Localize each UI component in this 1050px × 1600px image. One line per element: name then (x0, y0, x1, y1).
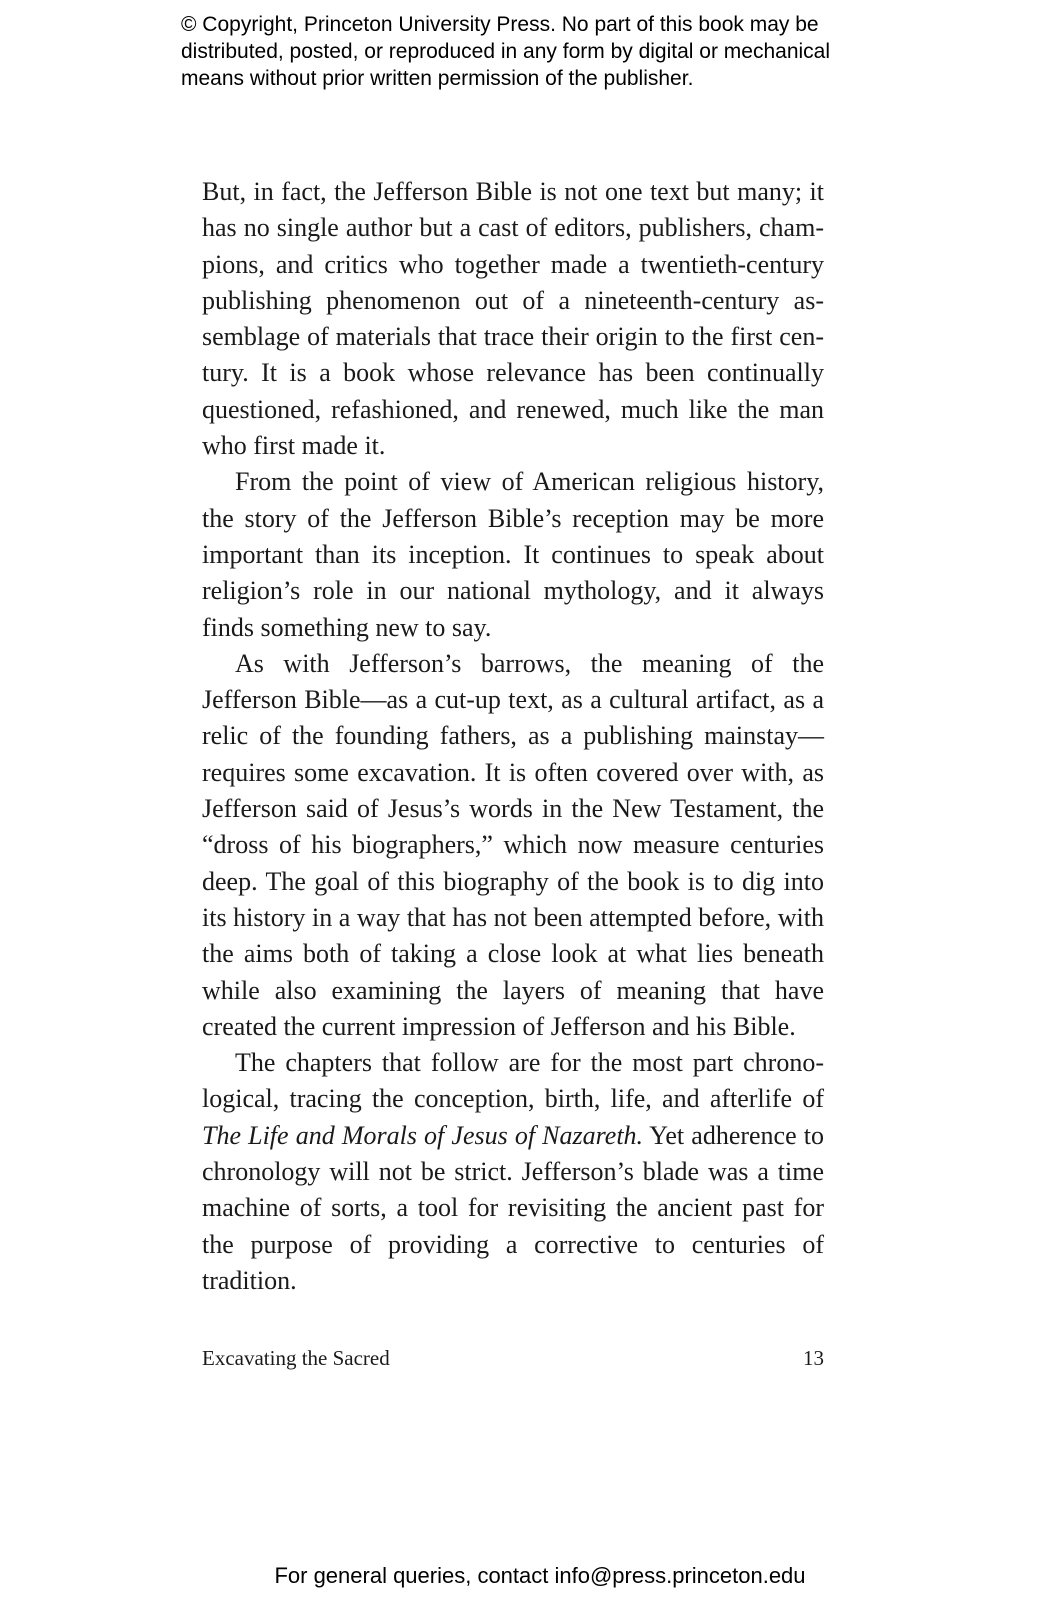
copyright-line-1: © Copyright, Princeton University Press. No part of this book may be (181, 13, 819, 36)
book-title-italic: The Life and Morals of Jesus of Nazareth. (202, 1120, 644, 1150)
copyright-notice (181, 11, 901, 92)
page-number: 13 (803, 1346, 824, 1370)
paragraph-4 (202, 1045, 824, 1299)
paragraph-2: From the point of view of American religious history, the story of the Jefferson Bible’s reception may be more important than its inception. It continues to speak about religion’s role in our national mythology, and it always finds something new to say. (202, 467, 824, 642)
copyright-line-3: means without prior written permission of the publisher. (181, 67, 694, 90)
paragraph-4-text-end: Yet adherence to chronology will not be strict. Jefferson’s blade was a time machine of sorts, a tool for revisiting the ancient past for the purpose of providing a corrective to centuries of tradition. (202, 1120, 824, 1295)
paragraph-3: As with Jefferson’s barrows, the meaning of the Jefferson Bible—as a cut-up text, as a cultural artifact, as a relic of the founding fathers, as a publishing mainstay—requires some excavation. It is often covered over with, as Jefferson said of Jesus’s words in the New Testament, the “dross of his biographers,” which now measure centuries deep. The goal of this biography of the book is to dig into its history in a way that has not been attempted before, with the aims both of taking a close look at what lies beneath while also examining the layers of meaning that have created the current impression of Jefferson and his Bible. (202, 648, 824, 1041)
copyright-line-2: distributed, posted, or reproduced in any form by digital or mechanical (181, 40, 831, 63)
running-title: Excavating the Sacred (202, 1346, 390, 1370)
paragraph-4-text-start: The chapters that follow are for the most part chronological, tracing the conception, birth, life, and afterlife of (202, 1048, 824, 1114)
page-body (202, 174, 824, 1299)
paragraph-1: But, in fact, the Jefferson Bible is not one text but many; it has no single author but a cast of editors, publishers, champions, and critics who together made a twentieth-century publishing phenomenon out of a nineteenth-century assemblage of materials that trace their origin to the first century. It is a book whose relevance has been continually questioned, refashioned, and renewed, much like the man who first made it. (202, 177, 824, 461)
running-footer (202, 1346, 824, 1371)
general-queries-note: For general queries, contact info@press.princeton.edu (274, 1563, 806, 1588)
